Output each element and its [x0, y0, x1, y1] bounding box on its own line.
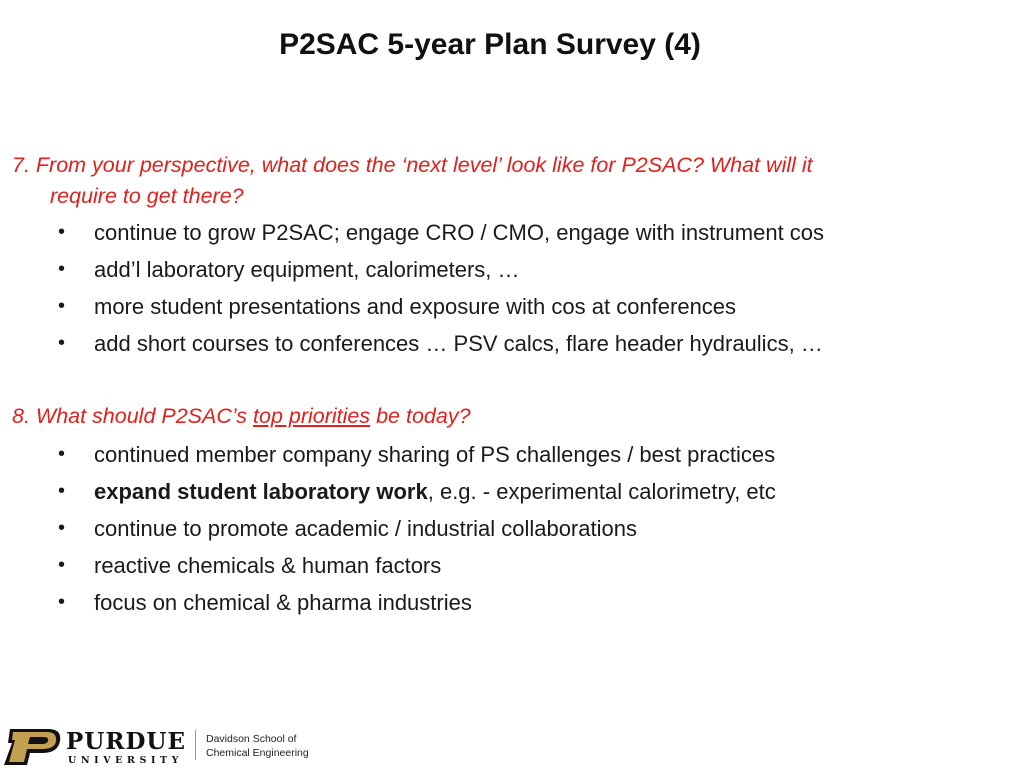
list-item: • continue to promote academic / industrial collaborations [0, 510, 776, 547]
list-item: • add short courses to conferences … PSV calcs, flare header hydraulics, … [0, 325, 824, 362]
purdue-wordmark: PURDUE [66, 728, 187, 755]
bullet-icon: • [58, 258, 66, 280]
purdue-p-motif-icon [2, 727, 66, 767]
question-8 [12, 401, 1002, 432]
slide-title: P2SAC 5-year Plan Survey (4) [279, 28, 701, 61]
list-item: • focus on chemical & pharma industries [0, 584, 776, 621]
list-item: • expand student laboratory work, e.g. - experimental calorimetry, etc [0, 473, 776, 510]
question-7-answers [0, 214, 824, 362]
list-item: • reactive chemicals & human factors [0, 547, 776, 584]
bullet-icon: • [58, 517, 66, 539]
list-item: • continued member company sharing of PS challenges / best practices [0, 436, 776, 473]
university-wordmark: UNIVERSITY [68, 755, 184, 766]
logo-divider [195, 730, 196, 760]
question-8-suffix: be today? [370, 404, 471, 428]
question-8-underlined: top priorities [253, 404, 371, 428]
list-item: • add’l laboratory equipment, calorimeters, … [0, 251, 824, 288]
bold-emphasis: expand student laboratory work [94, 479, 428, 504]
bullet-icon: • [58, 591, 66, 613]
bullet-icon: • [58, 443, 66, 465]
list-item: • continue to grow P2SAC; engage CRO / CMO, engage with instrument cos [0, 214, 824, 251]
question-7-line1: 7. From your perspective, what does the ‘next level’ look like for P2SAC? What will it [12, 153, 813, 177]
bullet-icon: • [58, 221, 66, 243]
bullet-icon: • [58, 554, 66, 576]
question-7 [12, 150, 1002, 212]
list-item: • more student presentations and exposure with cos at conferences [0, 288, 824, 325]
purdue-logo [0, 722, 320, 768]
school-name-line1: Davidson School of [206, 733, 297, 745]
question-8-prefix: 8. What should P2SAC’s [12, 404, 254, 428]
school-name-line2: Chemical Engineering [206, 747, 309, 759]
question-7-line2: require to get there? [50, 184, 244, 208]
bullet-icon: • [58, 332, 66, 354]
bullet-icon: • [58, 480, 66, 502]
bullet-icon: • [58, 295, 66, 317]
question-8-answers [0, 436, 776, 621]
